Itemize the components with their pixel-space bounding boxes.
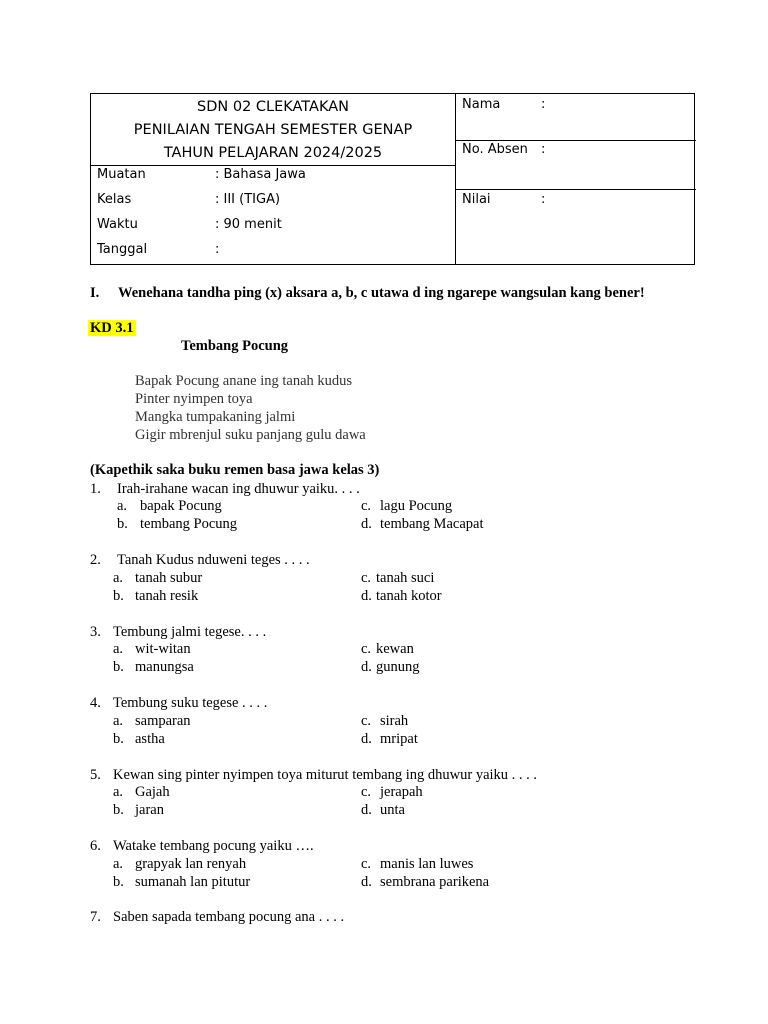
question-number: 6.	[90, 838, 101, 854]
info-label: Tanggal	[97, 242, 148, 257]
poem-line: Mangka tumpakaning jalmi	[135, 409, 296, 425]
option-text[interactable]: jaran	[135, 802, 164, 818]
field-colon: :	[541, 142, 546, 157]
option-text[interactable]: gunung	[376, 659, 420, 675]
option-text[interactable]: jerapah	[380, 784, 423, 800]
option-text[interactable]: kewan	[376, 641, 414, 657]
option-text[interactable]: grapyak lan renyah	[135, 856, 247, 872]
exam-title-block	[91, 96, 455, 165]
poem-line: Bapak Pocung anane ing tanah kudus	[135, 373, 353, 389]
option-letter: c.	[361, 856, 372, 872]
option-text[interactable]: tembang Pocung	[140, 516, 238, 532]
header-table	[90, 93, 695, 265]
kd-label	[88, 319, 136, 337]
option-letter: d.	[361, 731, 372, 747]
table-divider	[455, 94, 456, 264]
poem-source: (Kapethik saka buku remen basa jawa kelas 3)	[90, 462, 380, 478]
info-value: : III (TIGA)	[215, 192, 281, 207]
option-letter: b.	[113, 731, 124, 747]
question-text: Kewan sing pinter nyimpen toya miturut tembang ing dhuwur yaiku . . . .	[113, 767, 538, 783]
option-letter: d.	[361, 516, 372, 532]
option-letter: d.	[361, 874, 372, 890]
question-number: 2.	[90, 552, 101, 568]
option-letter: a.	[113, 570, 124, 586]
field-label: Nama	[462, 97, 501, 112]
field-colon: :	[541, 192, 546, 207]
table-divider	[455, 189, 696, 190]
option-letter: c.	[361, 784, 372, 800]
question-text: Saben sapada tembang pocung ana . . . .	[113, 909, 345, 925]
question-text: Irah-irahane wacan ing dhuwur yaiku. . . .	[117, 481, 360, 497]
option-text[interactable]: tanah resik	[135, 588, 199, 604]
option-text[interactable]: lagu Pocung	[380, 498, 453, 514]
section-instruction: Wenehana tandha ping (x) aksara a, b, c utawa d ing ngarepe wangsulan kang bener!	[118, 285, 645, 301]
option-letter: d.	[361, 588, 372, 604]
question-number: 3.	[90, 624, 101, 640]
option-letter: b.	[113, 588, 124, 604]
info-label: Kelas	[97, 192, 132, 207]
option-text[interactable]: sembrana parikena	[380, 874, 490, 890]
option-text[interactable]: bapak Pocung	[140, 498, 222, 514]
option-letter: d.	[361, 802, 372, 818]
table-divider	[455, 140, 696, 141]
option-letter: c.	[361, 713, 372, 729]
question-text: Watake tembang pocung yaiku ….	[113, 838, 314, 854]
question-text: Tanah Kudus nduweni teges . . . .	[117, 552, 310, 568]
question-text: Tembung suku tegese . . . .	[113, 695, 268, 711]
question-number: 4.	[90, 695, 101, 711]
info-label: Waktu	[97, 217, 138, 232]
option-text[interactable]: wit-witan	[135, 641, 191, 657]
option-letter: a.	[117, 498, 128, 514]
option-text[interactable]: mripat	[380, 731, 418, 747]
option-letter: d.	[361, 659, 372, 675]
option-letter: b.	[113, 659, 124, 675]
poem-title: Tembang Pocung	[181, 338, 289, 354]
info-label: Muatan	[97, 167, 146, 182]
option-text[interactable]: samparan	[135, 713, 191, 729]
option-letter: b.	[113, 874, 124, 890]
field-label: No. Absen	[462, 142, 528, 157]
exam-name: PENILAIAN TENGAH SEMESTER GENAP	[133, 122, 413, 138]
poem-line: Pinter nyimpen toya	[135, 391, 253, 407]
option-letter: a.	[113, 856, 124, 872]
option-letter: b.	[117, 516, 128, 532]
question-number: 7.	[90, 909, 101, 925]
option-text[interactable]: Gajah	[135, 784, 170, 800]
option-text[interactable]: tembang Macapat	[380, 516, 484, 532]
option-text[interactable]: tanah suci	[376, 570, 435, 586]
option-text[interactable]: astha	[135, 731, 165, 747]
option-text[interactable]: sumanah lan pitutur	[135, 874, 251, 890]
section-numeral: I.	[90, 285, 100, 301]
info-value: :	[215, 242, 220, 257]
question-number: 5.	[90, 767, 101, 783]
option-text[interactable]: manungsa	[135, 659, 194, 675]
info-value: : 90 menit	[215, 217, 282, 232]
option-text[interactable]: manis lan luwes	[380, 856, 474, 872]
academic-year: TAHUN PELAJARAN 2024/2025	[163, 145, 383, 161]
option-letter: c.	[361, 641, 372, 657]
option-letter: a.	[113, 784, 124, 800]
option-letter: c.	[361, 498, 372, 514]
option-letter: a.	[113, 713, 124, 729]
option-text[interactable]: tanah subur	[135, 570, 203, 586]
poem-line: Gigir mbrenjul suku panjang gulu dawa	[135, 427, 366, 443]
info-value: : Bahasa Jawa	[215, 167, 306, 182]
question-text: Tembung jalmi tegese. . . .	[113, 624, 267, 640]
option-letter: b.	[113, 802, 124, 818]
option-text[interactable]: sirah	[380, 713, 409, 729]
kd-highlight: KD 3.1	[90, 320, 134, 336]
option-text[interactable]: unta	[380, 802, 405, 818]
field-colon: :	[541, 97, 546, 112]
option-letter: c.	[361, 570, 372, 586]
school-name: SDN 02 CLEKATAKAN	[197, 99, 349, 115]
table-divider	[91, 165, 456, 166]
field-label: Nilai	[462, 192, 491, 207]
question-number: 1.	[90, 481, 101, 497]
option-letter: a.	[113, 641, 124, 657]
option-text[interactable]: tanah kotor	[376, 588, 442, 604]
